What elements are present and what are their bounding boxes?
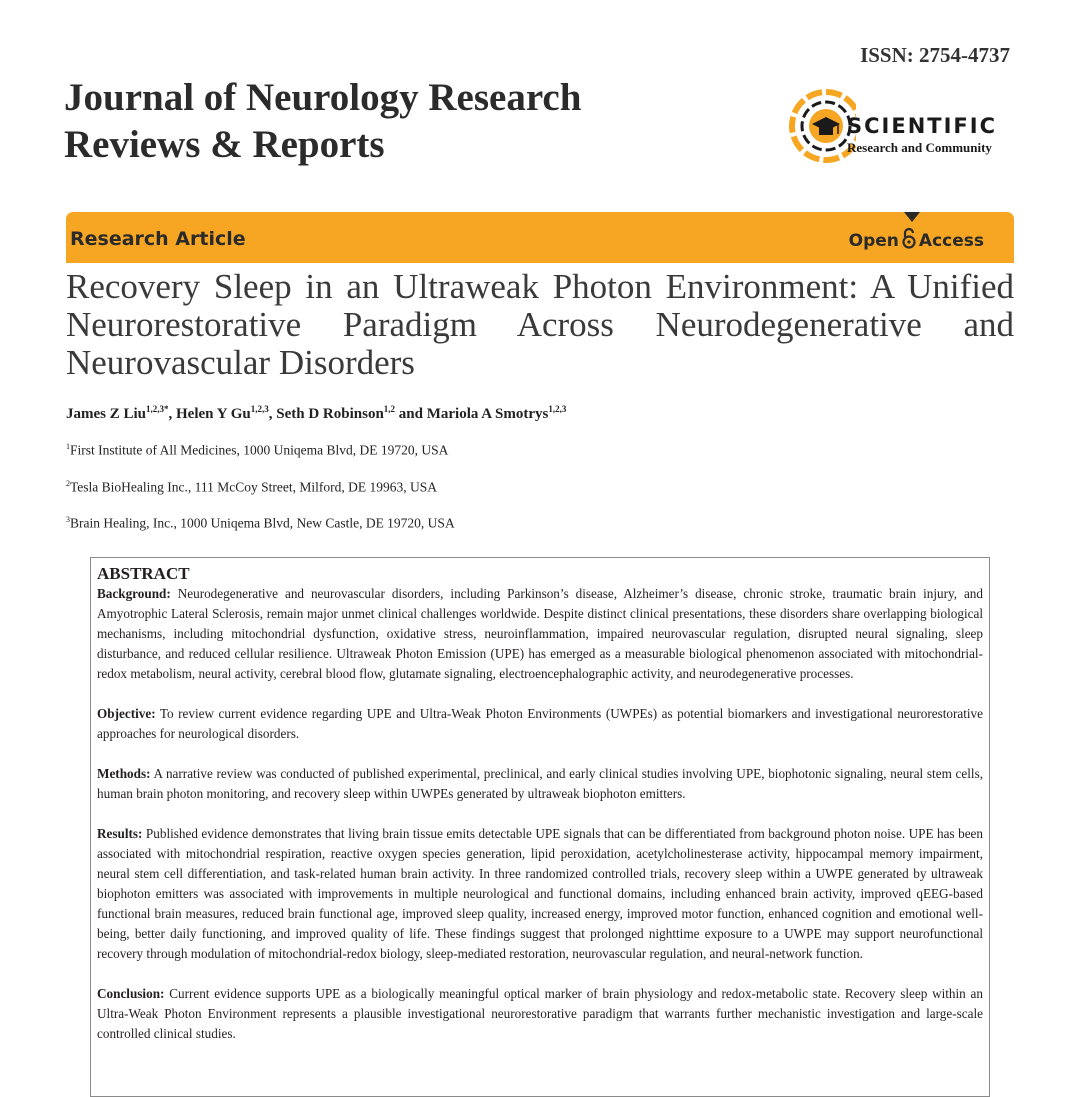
abstract-box [90,557,990,1097]
journal-title-line-2: Reviews & Reports [64,123,385,166]
author-list [66,404,566,423]
article-type-banner [66,212,1014,263]
author-name: Helen Y Gu [176,406,251,422]
open-access-label-access: Access [918,230,984,251]
abstract-heading: ABSTRACT [97,564,190,583]
section-label: Background: [97,586,171,601]
section-label: Conclusion: [97,986,165,1001]
affiliation-text: Brain Healing, Inc., 1000 Uniqema Blvd, New Castle, DE 19720, USA [70,515,455,531]
abstract-conclusion [97,984,983,1044]
open-access-label-open: Open [848,230,899,251]
author-separator: , [168,406,177,422]
issn: ISSN: 2754-4737 [860,43,1010,67]
mortarboard-sunburst-icon [786,86,856,178]
section-text: A narrative review was conducted of published experimental, preclinical, and early clinical studies involving UPE, biophotonic signaling, neural stem cells, human brain photon monitoring, and recovery sleep within UWPEs generated by ultraweak biophoton emitters. [97,766,983,801]
author-separator: , [268,406,277,422]
affiliation-text: First Institute of All Medicines, 1000 Uniqema Blvd, DE 19720, USA [70,442,449,458]
logo-tagline: Research and Community [847,140,992,155]
author-affiliation-marker: 1,2,3* [146,404,169,414]
affiliation-text: Tesla BioHealing Inc., 111 McCoy Street, Milford, DE 19963, USA [70,479,438,495]
logo-wordmark: SCIENTIFIC [847,114,997,138]
abstract-results [97,824,983,964]
banner-pointer-icon [904,212,920,222]
author-separator: and [395,406,427,422]
affiliation-2 [66,479,437,496]
section-text: Current evidence supports UPE as a biologically meaningful optical marker of brain physiology and redox-metabolic state. Recovery sleep within an Ultra-Weak Photon Environment represents a plausible investigational neurorestorative paradigm that warrants further mechanistic investigation and large-scale controlled clinical studies. [97,986,983,1041]
journal-title-line-1: Journal of Neurology Research [64,76,582,119]
abstract-background [97,584,983,684]
section-text: To review current evidence regarding UPE and Ultra-Weak Photon Environments (UWPEs) as potential biomarkers and investigational neurorestorative approaches for neurological disorders. [97,706,984,741]
article-type-label: Research Article [70,228,246,250]
article-title: Recovery Sleep in an Ultraweak Photon Environment: A Unified Neurorestorative Paradigm Across Neurodegenerative and Neurovascular Disorders [66,267,1014,382]
open-access-badge [849,227,984,254]
journal-title [64,74,581,168]
section-text: Neurodegenerative and neurovascular disorders, including Parkinson’s disease, Alzheimer’s disease, chronic stroke, traumatic brain injury, and Amyotrophic Lateral Sclerosis, remain major unmet clinical challenges worldwide. Despite distinct clinical presentations, these disorders share overlapping biological mechanisms, including mitochondrial dysfunction, oxidative stress, neuroinflammation, impaired neurovascular regulation, disrupted neural signaling, sleep disturbance, and reduced cellular resilience. Ultraweak Photon Emission (UPE) has emerged as a measurable biological phenomenon associated with mitochondrial-redox metabolism, neural activity, cerebral blood flow, glutamate signaling, electroencephalographic activity, and neurodegenerative processes. [97,586,983,681]
affiliation-marker: 3 [66,515,70,524]
author-name: James Z Liu [66,406,147,422]
author-affiliation-marker: 1,2,3 [548,404,567,414]
section-label: Methods: [97,766,151,781]
open-lock-icon [901,227,917,254]
section-label: Objective: [97,706,156,721]
affiliation-marker: 2 [66,479,70,488]
author-affiliation-marker: 1,2,3 [250,404,269,414]
abstract-methods [97,764,983,804]
publisher-logo [786,86,1016,178]
section-text: Published evidence demonstrates that living brain tissue emits detectable UPE signals that can be differentiated from background photon noise. UPE has been associated with mitochondrial respiration, reactive oxygen species generation, lipid peroxidation, acetylcholinesterase activity, hippocampal memory impairment, neural stem cell differentiation, and task-related human brain activity. In three randomized controlled trials, recovery sleep within a UWPE generated by ultraweak biophoton emitters was associated with improvements in multiple neurological and functional domains, including enhanced brain activity, improved qEEG-based functional brain measures, reduced brain functional age, improved sleep quality, increased energy, improved motor function, enhanced cognition and emotional well-being, better daily functioning, and improved quality of life. These findings suggest that prolonged nighttime exposure to a UWPE may support neurofunctional recovery through modulation of mitochondrial-redox biology, sleep-mediated restoration, neurovascular regulation, and neural-network function. [97,826,984,961]
author-name: Mariola A Smotrys [426,406,549,422]
affiliation-1 [66,442,448,459]
author-affiliation-marker: 1,2 [383,404,396,414]
author-name: Seth D Robinson [276,406,384,422]
affiliation-marker: 1 [66,442,70,451]
affiliation-3 [66,515,455,532]
section-label: Results: [97,826,143,841]
abstract-objective [97,704,983,744]
